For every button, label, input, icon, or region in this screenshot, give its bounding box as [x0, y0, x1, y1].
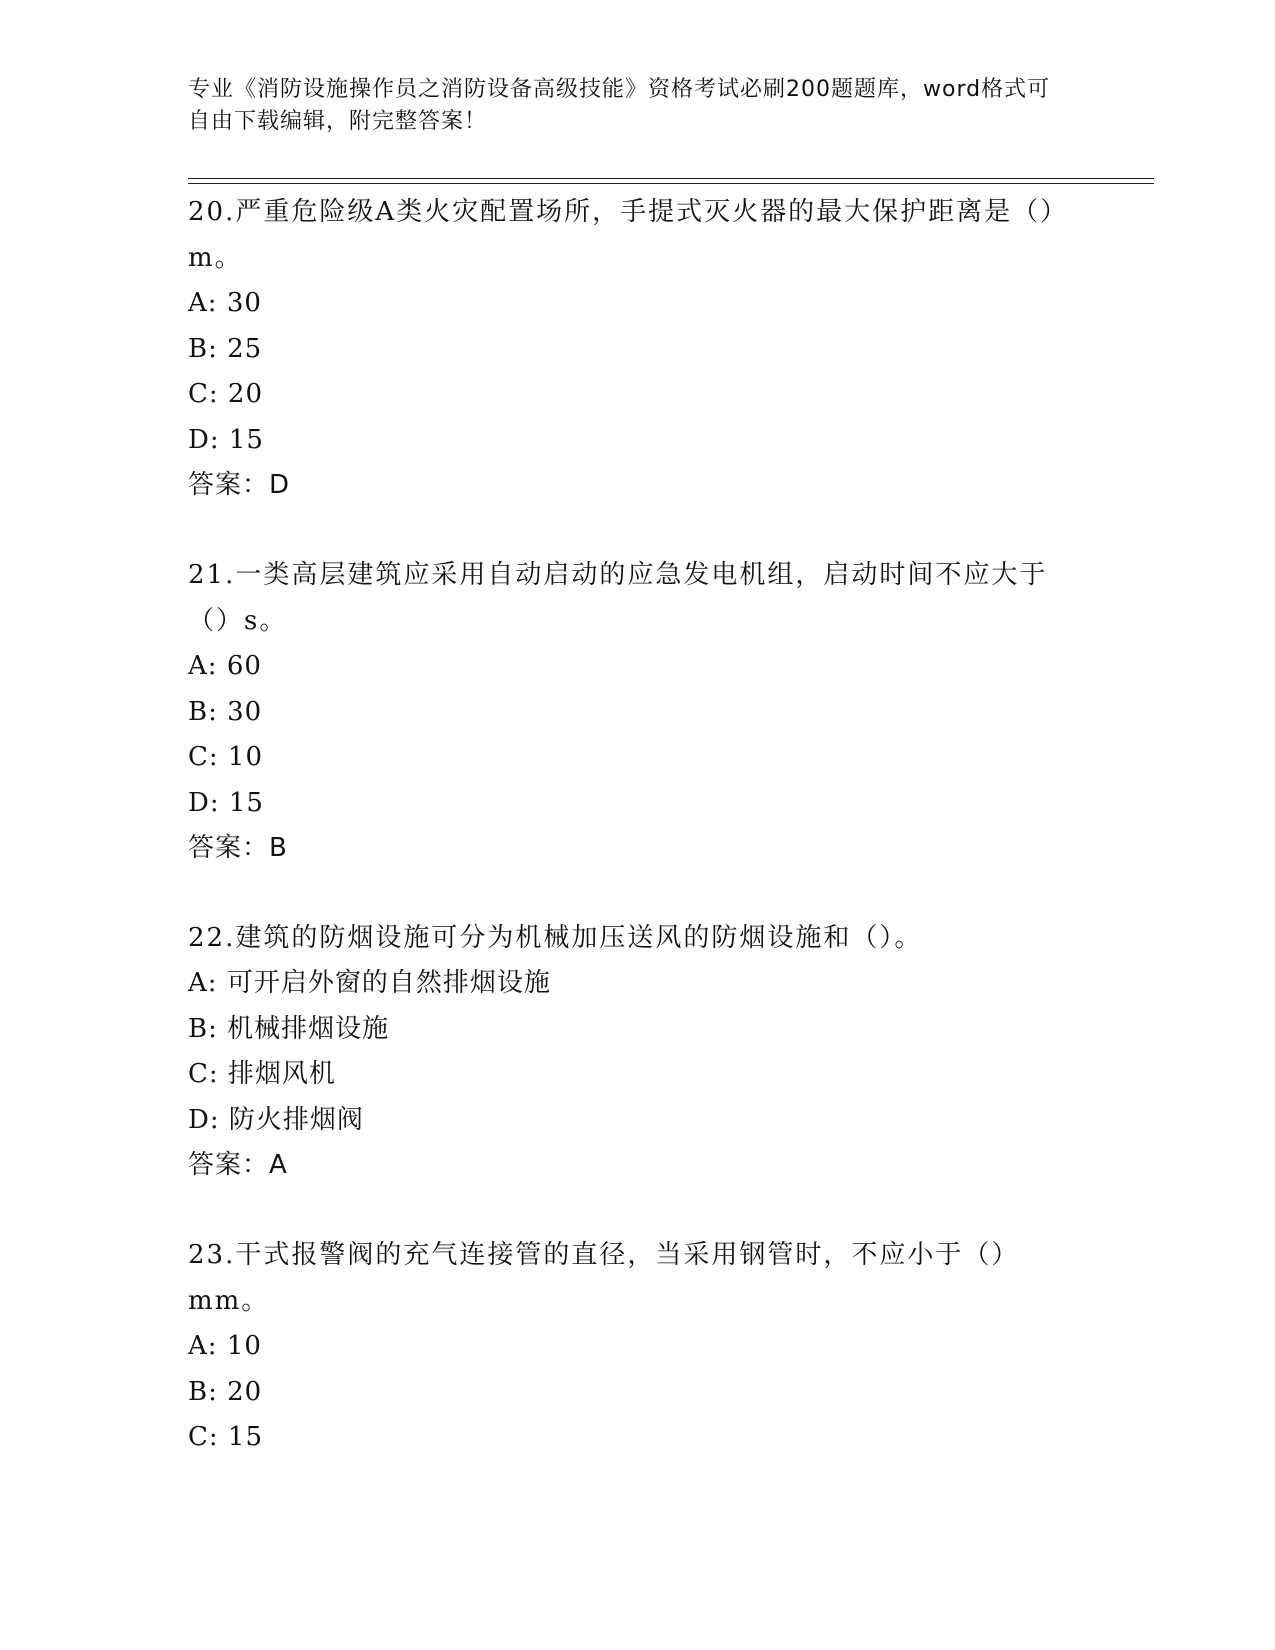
- option-key: B:: [188, 333, 218, 364]
- option-text: 10: [226, 1331, 262, 1361]
- option-b: [188, 1370, 1088, 1416]
- spacer: [188, 871, 1088, 914]
- option-key: B:: [188, 1013, 218, 1044]
- spacer: [188, 508, 1088, 551]
- option-text: 25: [227, 333, 263, 364]
- question-stem: 21.一类高层建筑应采用自动启动的应急发电机组，启动时间不应大于（）s。: [188, 560, 1048, 636]
- option-text: 15: [228, 424, 264, 455]
- option-key: C:: [188, 1422, 219, 1452]
- question-23: [188, 1231, 1088, 1461]
- option-text: 30: [227, 696, 263, 727]
- question-20: [188, 188, 1088, 508]
- question-22: [188, 914, 1088, 1188]
- option-text: 20: [227, 1376, 263, 1407]
- answer-line: 答案：B: [188, 833, 288, 863]
- option-text: 15: [227, 1422, 264, 1452]
- option-key: A:: [188, 968, 218, 998]
- option-text: 防火排烟阀: [228, 1104, 364, 1135]
- option-key: C:: [188, 379, 219, 409]
- answer-line: 答案：A: [188, 1150, 288, 1180]
- option-d: [188, 781, 1088, 827]
- option-key: C:: [188, 1059, 219, 1089]
- option-text: 20: [227, 379, 264, 409]
- option-key: B:: [188, 696, 218, 727]
- option-text: 可开启外窗的自然排烟设施: [226, 968, 551, 998]
- option-key: D:: [188, 1104, 220, 1135]
- option-key: D:: [188, 424, 220, 455]
- document-header: 专业《消防设施操作员之消防设备高级技能》资格考试必刷200题题库，word格式可自由下载编辑，附完整答案！: [188, 77, 1051, 134]
- question-stem: 23.干式报警阀的充气连接管的直径，当采用钢管时，不应小于（）mm。: [188, 1240, 1020, 1316]
- option-key: B:: [188, 1376, 218, 1407]
- option-a: [188, 281, 1088, 327]
- option-key: A:: [188, 288, 218, 318]
- option-key: D:: [188, 787, 220, 818]
- option-d: [188, 1098, 1088, 1144]
- option-b: [188, 327, 1088, 373]
- option-c: [188, 372, 1088, 418]
- question-list: [188, 188, 1088, 1461]
- option-text: 30: [226, 288, 262, 318]
- question-21: [188, 551, 1088, 871]
- option-a: [188, 644, 1088, 690]
- question-stem: 20.严重危险级A类火灾配置场所，手提式灭火器的最大保护距离是（）m。: [188, 197, 1069, 273]
- option-a: [188, 961, 1088, 1007]
- option-text: 60: [226, 651, 262, 681]
- option-text: 排烟风机: [227, 1059, 336, 1089]
- option-text: 10: [227, 742, 264, 772]
- option-key: C:: [188, 742, 219, 772]
- option-key: A:: [188, 1331, 218, 1361]
- option-c: [188, 735, 1088, 781]
- header-divider-top: [188, 178, 1154, 179]
- question-stem: 22.建筑的防烟设施可分为机械加压送风的防烟设施和（）。: [188, 923, 923, 953]
- option-c: [188, 1052, 1088, 1098]
- option-d: [188, 418, 1088, 464]
- option-text: 机械排烟设施: [227, 1013, 390, 1044]
- answer-line: 答案：D: [188, 470, 291, 500]
- option-b: [188, 690, 1088, 736]
- option-b: [188, 1007, 1088, 1053]
- option-text: 15: [228, 787, 264, 818]
- spacer: [188, 1188, 1088, 1231]
- option-c: [188, 1415, 1088, 1461]
- option-key: A:: [188, 651, 218, 681]
- option-a: [188, 1324, 1088, 1370]
- header-divider-bottom: [188, 183, 1154, 184]
